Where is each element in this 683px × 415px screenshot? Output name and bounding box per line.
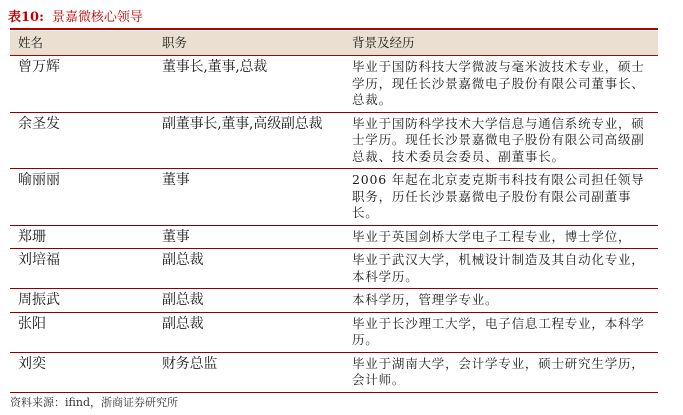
- table-row: [10, 289, 658, 313]
- table-title-text: 景嘉微核心领导: [51, 10, 143, 25]
- table-row: [10, 56, 658, 113]
- cell-role: 副董事长,董事,高级副总裁: [157, 112, 352, 169]
- table-header: [10, 31, 658, 56]
- table-number: 表10:: [8, 10, 44, 25]
- header-name: 姓名: [10, 31, 157, 56]
- header-role: 职务: [157, 31, 352, 56]
- header-bio: 背景及经历: [352, 31, 658, 56]
- cell-bio: 毕业于国防科技大学微波与毫米波技术专业，硕士学历，现任长沙景嘉微电子股份有限公司董事长、总裁。: [352, 56, 658, 113]
- table-row: [10, 112, 658, 169]
- cell-role: 副总裁: [157, 249, 352, 289]
- cell-role: 董事: [157, 225, 352, 249]
- table-body: [10, 56, 658, 393]
- cell-bio: 本科学历，管理学专业。: [352, 289, 658, 313]
- cell-name: 郑珊: [10, 225, 157, 249]
- cell-bio: 毕业于国防科学技术大学信息与通信系统专业，硕士学历。现任长沙景嘉微电子股份有限公司高级副总裁、技术委员会委员、副董事长。: [352, 112, 658, 169]
- cell-bio: 毕业于湖南大学，会计学专业，硕士研究生学历，会计师。: [352, 352, 658, 392]
- leadership-table: [10, 31, 658, 393]
- cell-name: 喻丽丽: [10, 169, 157, 226]
- cell-role: 董事长,董事,总裁: [157, 56, 352, 113]
- cell-name: 曾万辉: [10, 56, 157, 113]
- cell-role: 董事: [157, 169, 352, 226]
- cell-bio: 毕业于武汉大学，机械设计制造及其自动化专业，本科学历。: [352, 249, 658, 289]
- cell-name: 刘培福: [10, 249, 157, 289]
- table-row: [10, 249, 658, 289]
- table-title: [8, 6, 143, 25]
- header-row: [10, 31, 658, 56]
- cell-bio: 毕业于长沙理工大学，电子信息工程专业，本科学历。: [352, 312, 658, 352]
- source-note: 资料来源：ifind，浙商证券研究所: [10, 396, 178, 409]
- table-row: [10, 312, 658, 352]
- top-rule: [10, 28, 658, 30]
- cell-name: 余圣发: [10, 112, 157, 169]
- cell-name: 张阳: [10, 312, 157, 352]
- table-row: [10, 169, 658, 226]
- table-row: [10, 352, 658, 392]
- cell-bio: 毕业于英国剑桥大学电子工程专业，博士学位，: [352, 225, 658, 249]
- cell-role: 副总裁: [157, 289, 352, 313]
- cell-role: 财务总监: [157, 352, 352, 392]
- cell-bio: 2006 年起在北京麦克斯韦科技有限公司担任领导职务，历任长沙景嘉微电子股份有限公司副董事长。: [352, 169, 658, 226]
- cell-role: 副总裁: [157, 312, 352, 352]
- cell-name: 周振武: [10, 289, 157, 313]
- cell-name: 刘奕: [10, 352, 157, 392]
- table-row: [10, 225, 658, 249]
